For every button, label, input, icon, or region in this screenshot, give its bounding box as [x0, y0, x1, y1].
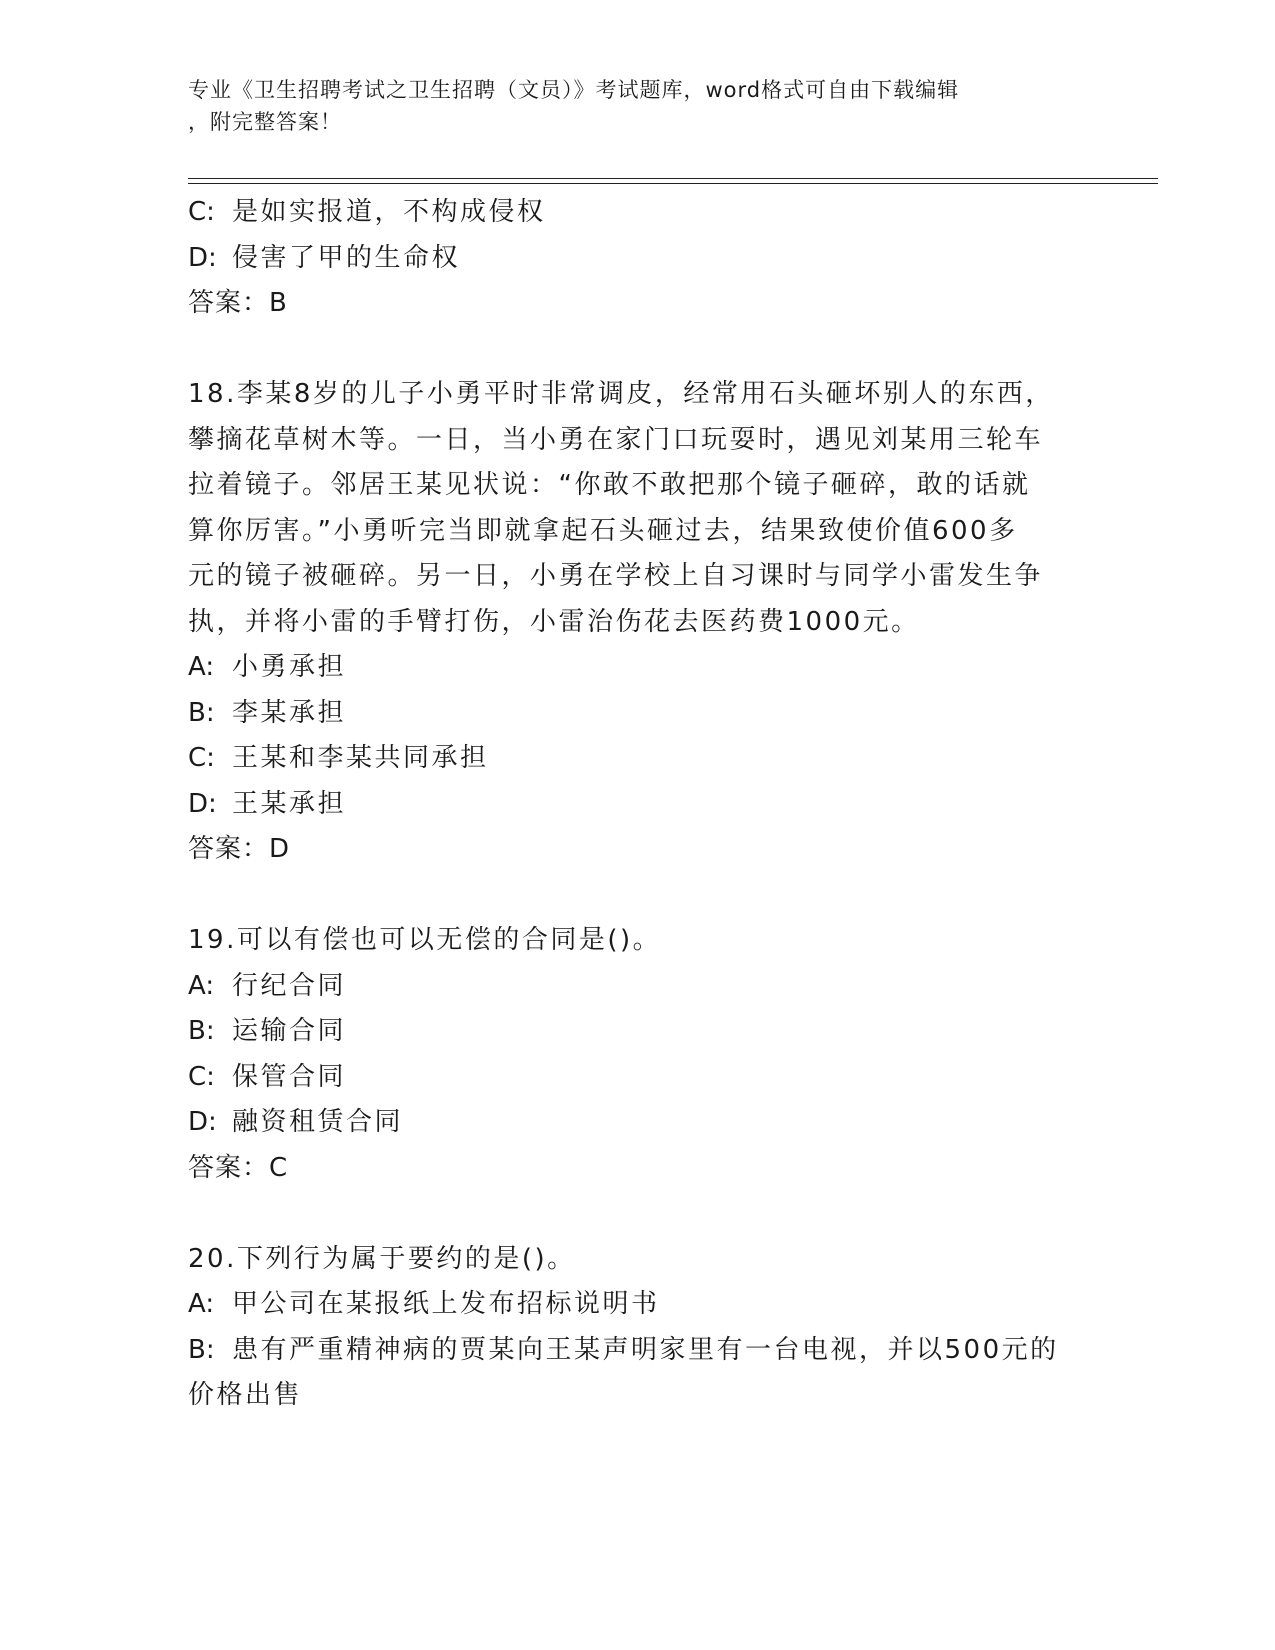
option-label: C:: [188, 1061, 215, 1092]
option-b: [188, 1328, 1088, 1374]
option-label: D:: [188, 242, 217, 273]
option-text: 患有严重精神病的贾某向王某声明家里有一台电视，并以500元的: [232, 1334, 1059, 1365]
option-label: D:: [188, 1107, 217, 1137]
option-text: 是如实报道，不构成侵权: [232, 197, 546, 227]
answer-line: 答案：D: [188, 834, 291, 864]
page-header: [188, 74, 1088, 138]
question-text-line: 19.可以有偿也可以无偿的合同是()。: [188, 925, 662, 955]
option-label: C:: [188, 197, 215, 227]
option-c: [188, 190, 1088, 236]
option-label: A:: [188, 652, 215, 682]
option-d: [188, 1100, 1088, 1146]
option-d: [188, 782, 1088, 828]
option-d: [188, 236, 1088, 282]
question-text-line: 20.下列行为属于要约的是()。: [188, 1243, 576, 1274]
question-text-line: 18.李某8岁的儿子小勇平时非常调皮，经常用石头砸坏别人的东西，: [188, 379, 1054, 409]
question-text-line: 执，并将小雷的手臂打伤，小雷治伤花去医药费1000元。: [188, 606, 920, 637]
question-19: [188, 918, 1088, 1191]
option-a: [188, 964, 1088, 1010]
question-text-line: 拉着镜子。邻居王某见状说：“你敢不敢把那个镜子砸碎，敢的话就: [188, 470, 1031, 500]
option-text: 王某承担: [232, 788, 347, 819]
option-b: [188, 691, 1088, 737]
question-20: [188, 1237, 1088, 1419]
question-text-line: 算你厉害。”小勇听完当即就拿起石头砸过去，结果致使价值600多: [188, 515, 1018, 546]
option-c: [188, 1055, 1088, 1101]
option-label: C:: [188, 743, 215, 773]
option-label: A:: [188, 970, 215, 1001]
option-a: [188, 645, 1088, 691]
option-label: B:: [188, 1334, 215, 1365]
spacer: [188, 327, 1088, 373]
spacer: [188, 1191, 1088, 1237]
spacer: [188, 873, 1088, 919]
option-label: A:: [188, 1289, 215, 1319]
answer-line: 答案：C: [188, 1152, 289, 1183]
option-text: 甲公司在某报纸上发布招标说明书: [232, 1289, 660, 1319]
question-text-line: 元的镜子被砸碎。另一日，小勇在学校上自习课时与同学小雷发生争: [188, 561, 1044, 591]
header-line-1: 专业《卫生招聘考试之卫生招聘（文员）》考试题库，word格式可自由下载编辑: [188, 78, 960, 102]
option-text: 王某和李某共同承担: [232, 743, 489, 773]
option-text: 运输合同: [232, 1016, 347, 1046]
header-divider-top: [188, 178, 1158, 179]
option-c: [188, 736, 1088, 782]
option-b: [188, 1009, 1088, 1055]
option-text: 李某承担: [232, 697, 347, 728]
answer-line: 答案：B: [188, 288, 288, 318]
option-label: D:: [188, 788, 217, 819]
option-label: B:: [188, 1016, 215, 1046]
question-18: [188, 372, 1088, 873]
question-text-line: 攀摘花草树木等。一日，当小勇在家门口玩耍时，遇见刘某用三轮车: [188, 424, 1044, 455]
option-label: B:: [188, 697, 215, 728]
option-text: 小勇承担: [232, 652, 347, 682]
option-b-continuation: 价格出售: [188, 1380, 303, 1410]
option-text: 行纪合同: [232, 970, 347, 1001]
option-a: [188, 1282, 1088, 1328]
header-divider-bottom: [188, 183, 1158, 184]
question-17-tail: [188, 190, 1088, 327]
header-line-2: ，附完整答案！: [188, 110, 342, 134]
question-content: [188, 190, 1088, 1419]
option-text: 侵害了甲的生命权: [232, 242, 461, 273]
option-text: 融资租赁合同: [232, 1107, 404, 1137]
option-text: 保管合同: [232, 1061, 347, 1092]
